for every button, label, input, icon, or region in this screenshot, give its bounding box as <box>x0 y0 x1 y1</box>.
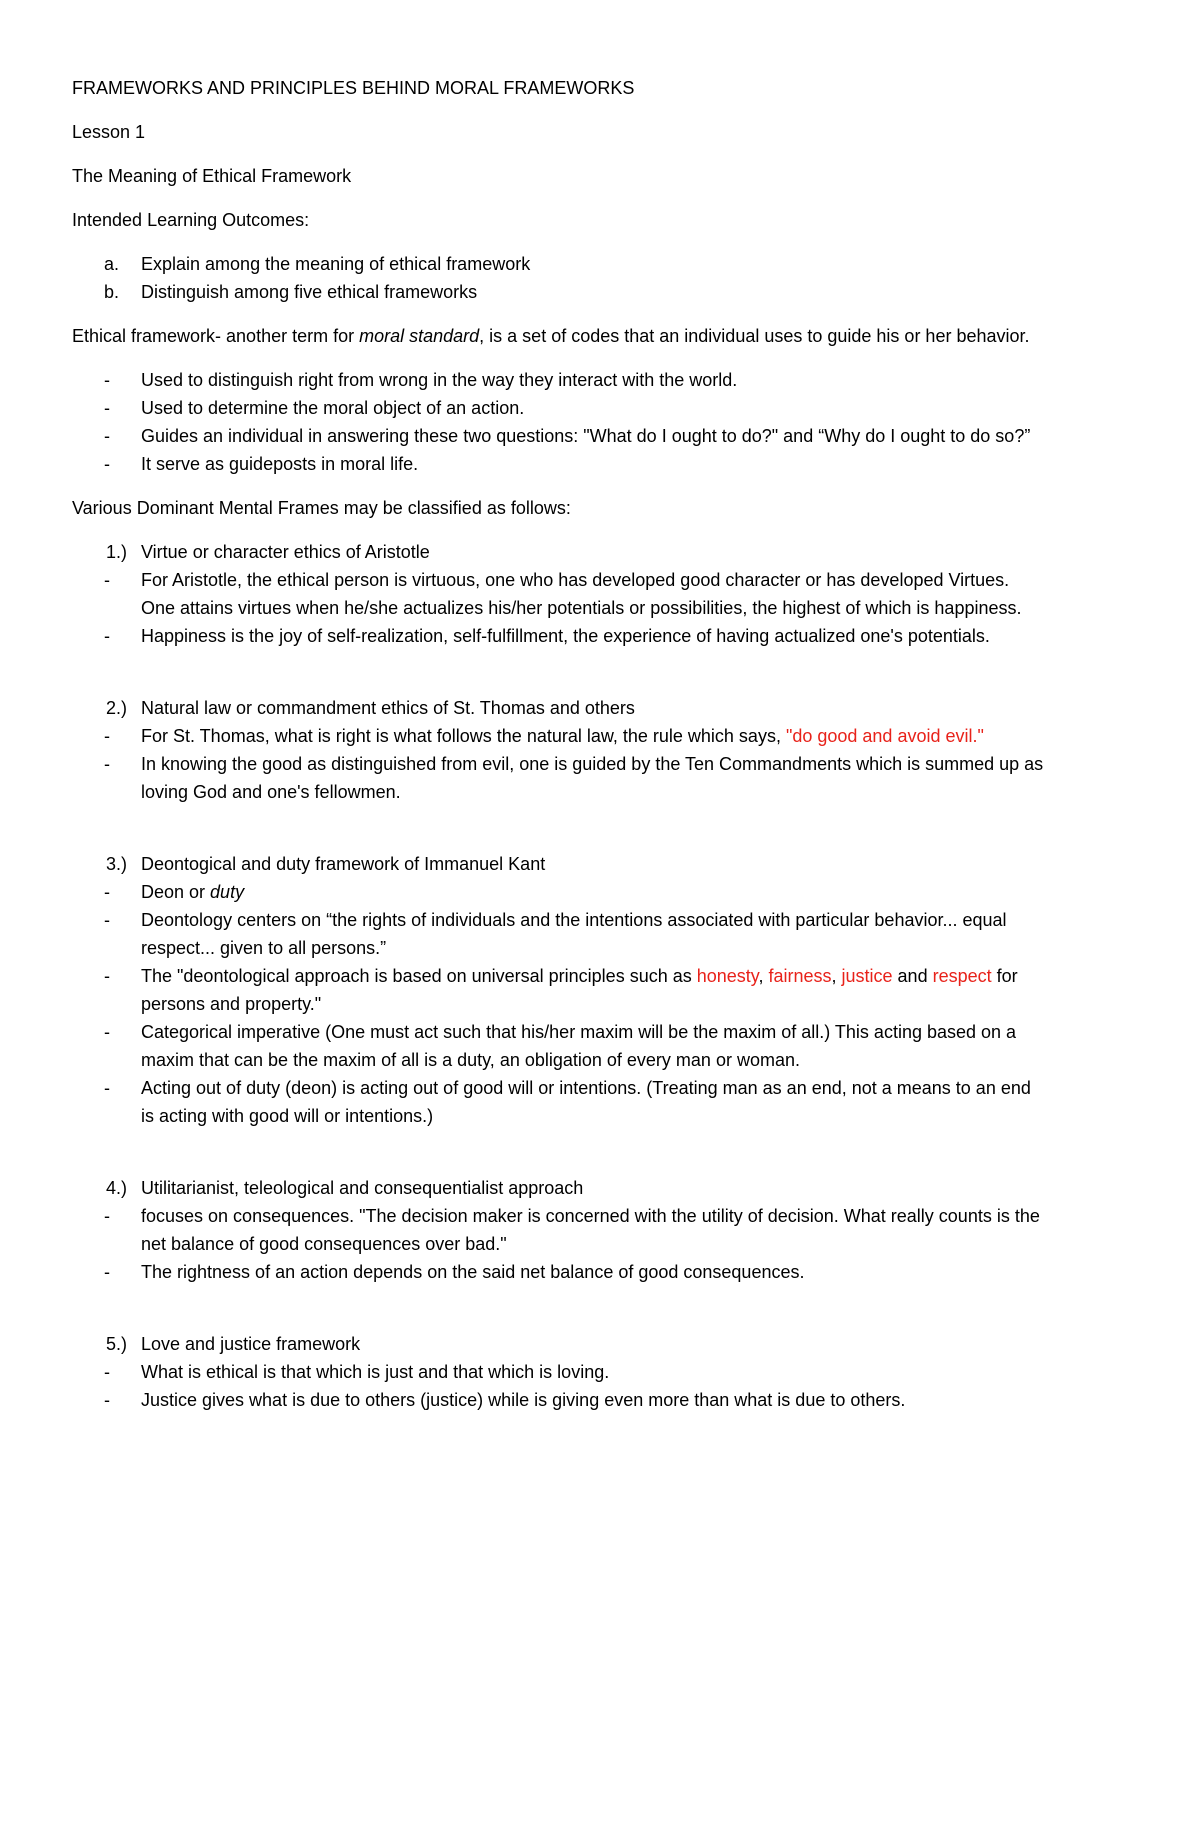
framework-title-text: Utilitarianist, teleological and consequentialist approach <box>141 1178 584 1198</box>
document-page <box>72 74 1142 1430</box>
framework-number: 5.) <box>106 1334 128 1354</box>
list-item-text: , <box>758 966 769 986</box>
list-item-text: Used to distinguish right from wrong in the way they interact with the world. <box>141 370 738 390</box>
section-gap <box>72 1146 1142 1174</box>
dash-marker: - <box>104 1262 110 1282</box>
list-item <box>72 750 1142 778</box>
section-gap <box>72 822 1142 850</box>
classification-intro: Various Dominant Mental Frames may be classified as follows: <box>72 498 571 518</box>
framework-title-text: Deontogical and duty framework of Immanuel Kant <box>141 854 546 874</box>
list-item <box>72 1358 1142 1386</box>
list-item-continuation <box>72 1102 1142 1130</box>
list-item-text: For St. Thomas, what is right is what follows the natural law, the rule which says, <box>141 726 786 746</box>
highlighted-text: fairness <box>768 966 832 986</box>
framework-title <box>72 1330 1142 1358</box>
list-item <box>72 1202 1142 1230</box>
list-item-text: for <box>991 966 1018 986</box>
list-item-text: is acting with good will or intentions.) <box>141 1106 434 1126</box>
list-item-text: What is ethical is that which is just and that which is loving. <box>141 1362 610 1382</box>
framework-number: 4.) <box>106 1178 128 1198</box>
definition-paragraph <box>72 322 1142 350</box>
definition-italic: moral standard <box>359 326 480 346</box>
list-item-text: loving God and one's fellowmen. <box>141 782 401 802</box>
list-item-text: persons and property." <box>141 994 322 1014</box>
framework-3 <box>72 850 1142 1130</box>
list-item-text: Deontology centers on “the rights of individuals and the intentions associated with particular behavior... equal <box>141 910 1007 930</box>
list-item-text: The "deontological approach is based on universal principles such as <box>141 966 697 986</box>
list-item-text: One attains virtues when he/she actualizes his/her potentials or possibilities, the highest of which is happiness. <box>141 598 1022 618</box>
list-item-text: net balance of good consequences over bad." <box>141 1234 507 1254</box>
framework-title-text: Natural law or commandment ethics of St. Thomas and others <box>141 698 635 718</box>
list-item-text: Guides an individual in answering these two questions: "What do I ought to do?" and “Why do I ought to do so?” <box>141 426 1031 446</box>
list-item <box>72 450 1142 478</box>
section-gap <box>72 666 1142 694</box>
list-item <box>72 878 1142 906</box>
framework-5 <box>72 1330 1142 1414</box>
dash-marker: - <box>104 1362 110 1382</box>
dash-marker: - <box>104 426 110 446</box>
highlighted-text: respect <box>932 966 992 986</box>
dash-marker: - <box>104 570 110 590</box>
definition-text: , is a set of codes that an individual uses to guide his or her behavior. <box>479 326 1030 346</box>
document-title: FRAMEWORKS AND PRINCIPLES BEHIND MORAL FRAMEWORKS <box>72 78 635 98</box>
list-item <box>72 250 1142 278</box>
framework-number: 3.) <box>106 854 128 874</box>
dash-marker: - <box>104 1078 110 1098</box>
highlighted-text: honesty <box>696 966 759 986</box>
definition-text: Ethical framework- another term for <box>72 326 360 346</box>
list-marker: b. <box>104 282 120 302</box>
dash-marker: - <box>104 966 110 986</box>
dash-marker: - <box>104 910 110 930</box>
list-item-text: In knowing the good as distinguished from evil, one is guided by the Ten Commandments which is summed up as <box>141 754 1044 774</box>
list-item-continuation <box>72 1230 1142 1258</box>
dash-marker: - <box>104 398 110 418</box>
framework-title <box>72 694 1142 722</box>
list-item <box>72 394 1142 422</box>
list-marker: a. <box>104 254 120 274</box>
outcomes-list <box>72 250 1142 306</box>
list-item-text: The rightness of an action depends on the said net balance of good consequences. <box>141 1262 805 1282</box>
list-item-text: Categorical imperative (One must act such that his/her maxim will be the maxim of all.) This acting based on a <box>141 1022 1017 1042</box>
framework-title <box>72 1174 1142 1202</box>
framework-title-text: Love and justice framework <box>141 1334 361 1354</box>
framework-title <box>72 538 1142 566</box>
list-item-continuation <box>72 1046 1142 1074</box>
list-item-text: Happiness is the joy of self-realization, self-fulfillment, the experience of having actualized one's potentials. <box>141 626 990 646</box>
list-item <box>72 366 1142 394</box>
lesson-label: Lesson 1 <box>72 122 146 142</box>
section-gap <box>72 1302 1142 1330</box>
list-item <box>72 422 1142 450</box>
italic-text: duty <box>210 882 245 902</box>
list-item <box>72 1074 1142 1102</box>
dash-marker: - <box>104 370 110 390</box>
list-item-continuation <box>72 594 1142 622</box>
dash-marker: - <box>104 1206 110 1226</box>
list-item-text: maxim that can be the maxim of all is a duty, an obligation of every man or woman. <box>141 1050 800 1070</box>
framework-title-text: Virtue or character ethics of Aristotle <box>141 542 430 562</box>
list-item-text: Acting out of duty (deon) is acting out of good will or intentions. (Treating man as an end, not a means to an end <box>141 1078 1031 1098</box>
framework-number: 2.) <box>106 698 128 718</box>
list-item-text: Justice gives what is due to others (justice) while is giving even more than what is due to others. <box>141 1390 906 1410</box>
list-item-continuation <box>72 934 1142 962</box>
list-item <box>72 566 1142 594</box>
highlighted-text: "do good and avoid evil." <box>785 726 984 746</box>
list-item-text: Used to determine the moral object of an action. <box>141 398 525 418</box>
list-item-text: , <box>831 966 842 986</box>
list-item <box>72 278 1142 306</box>
framework-4 <box>72 1174 1142 1286</box>
framework-1 <box>72 538 1142 650</box>
list-item-text: and <box>892 966 933 986</box>
highlighted-text: justice <box>841 966 893 986</box>
definition-points <box>72 366 1142 478</box>
lesson-subtitle: The Meaning of Ethical Framework <box>72 166 352 186</box>
list-item-text: focuses on consequences. "The decision maker is concerned with the utility of decision. What really counts is the <box>141 1206 1040 1226</box>
list-item <box>72 1018 1142 1046</box>
dash-marker: - <box>104 1022 110 1042</box>
list-item <box>72 906 1142 934</box>
list-item <box>72 722 1142 750</box>
dash-marker: - <box>104 754 110 774</box>
dash-marker: - <box>104 454 110 474</box>
list-item-text: Distinguish among five ethical frameworks <box>141 282 478 302</box>
dash-marker: - <box>104 726 110 746</box>
list-item <box>72 962 1142 990</box>
list-item <box>72 1386 1142 1414</box>
list-item-continuation <box>72 990 1142 1018</box>
list-item-continuation <box>72 778 1142 806</box>
list-item-text: respect... given to all persons.” <box>141 938 387 958</box>
outcomes-heading: Intended Learning Outcomes: <box>72 210 310 230</box>
dash-marker: - <box>104 1390 110 1410</box>
list-item <box>72 1258 1142 1286</box>
list-item-text: Deon or <box>141 882 211 902</box>
list-item-text: Explain among the meaning of ethical framework <box>141 254 531 274</box>
list-item-text: For Aristotle, the ethical person is virtuous, one who has developed good character or has developed Virtues. <box>141 570 1010 590</box>
dash-marker: - <box>104 882 110 902</box>
framework-title <box>72 850 1142 878</box>
list-item-text: It serve as guideposts in moral life. <box>141 454 419 474</box>
framework-number: 1.) <box>106 542 128 562</box>
framework-2 <box>72 694 1142 806</box>
dash-marker: - <box>104 626 110 646</box>
list-item <box>72 622 1142 650</box>
